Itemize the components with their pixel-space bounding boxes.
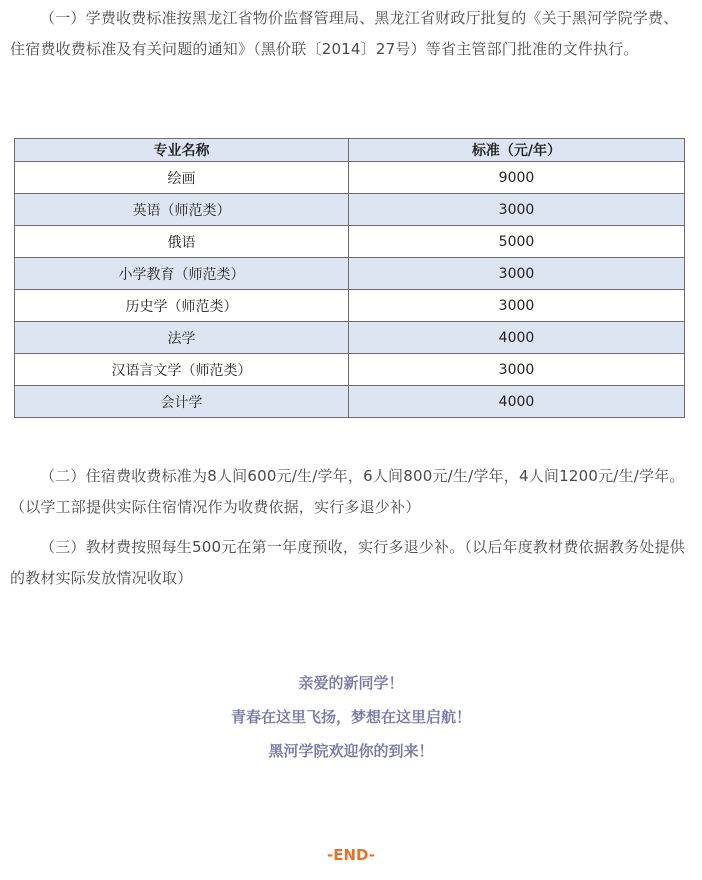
major-cell: 汉语言文学（师范类） (15, 354, 349, 386)
table-row (15, 226, 685, 258)
table-row (15, 354, 685, 386)
fee-cell: 9000 (349, 162, 685, 194)
header-fee: 标准（元/年） (349, 139, 685, 162)
fee-cell: 3000 (349, 290, 685, 322)
fee-cell: 3000 (349, 354, 685, 386)
welcome-line-3: 黑河学院欢迎你的到来！ (268, 742, 434, 760)
table-row (15, 290, 685, 322)
textbook-paragraph: （三）教材费按照每生500元在第一年度预收，实行多退少补。（以后年度教材费依据教务处提供的教材实际发放情况收取） (10, 538, 685, 587)
table-row (15, 194, 685, 226)
welcome-line-2: 青春在这里飞扬，梦想在这里启航！ (230, 708, 471, 726)
table-header-row (15, 139, 685, 162)
header-major: 专业名称 (15, 139, 349, 162)
tuition-paragraph: （一）学费收费标准按黑龙江省物价监督管理局、黑龙江省财政厅批复的《关于黑河学院学费、住宿费收费标准及有关问题的通知》（黑价联〔2014〕27号）等省主管部门批准的文件执行。 (10, 9, 679, 58)
major-cell: 会计学 (15, 386, 349, 418)
table-row (15, 258, 685, 290)
fee-cell: 3000 (349, 258, 685, 290)
major-cell: 绘画 (15, 162, 349, 194)
fee-table (14, 138, 685, 418)
table-row (15, 322, 685, 354)
table-row (15, 386, 685, 418)
welcome-line-1: 亲爱的新同学！ (298, 674, 404, 692)
end-label: -END- (327, 846, 375, 864)
fee-cell: 3000 (349, 194, 685, 226)
table-row (15, 162, 685, 194)
fee-cell: 5000 (349, 226, 685, 258)
fee-cell: 4000 (349, 386, 685, 418)
major-cell: 小学教育（师范类） (15, 258, 349, 290)
major-cell: 俄语 (15, 226, 349, 258)
major-cell: 法学 (15, 322, 349, 354)
major-cell: 历史学（师范类） (15, 290, 349, 322)
major-cell: 英语（师范类） (15, 194, 349, 226)
fee-cell: 4000 (349, 322, 685, 354)
dormitory-paragraph: （二）住宿费收费标准为8人间600元/生/学年，6人间800元/生/学年，4人间1200元/生/学年。（以学工部提供实际住宿情况作为收费依据，实行多退少补） (10, 467, 685, 516)
